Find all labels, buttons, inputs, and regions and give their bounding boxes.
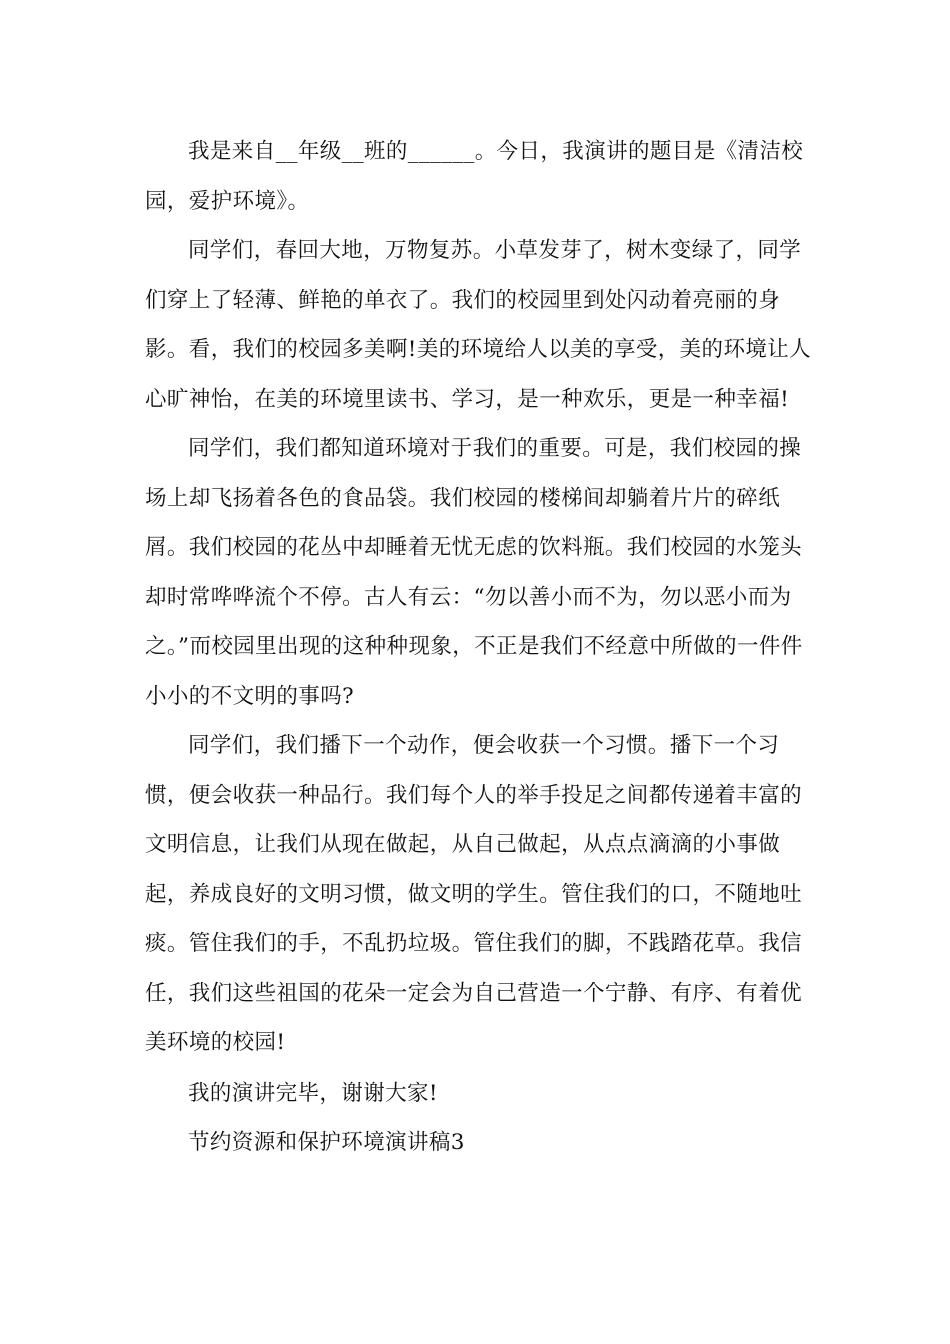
paragraph-intro: 我是来自__年级__班的______。今日，我演讲的题目是《清洁校园，爱护环境》。 [145, 139, 804, 214]
paragraph-closing: 我的演讲完毕，谢谢大家! [188, 1080, 438, 1106]
document-body [145, 127, 813, 1168]
paragraph-civilized-habits: 同学们，我们播下一个动作，便会收获一个习惯。播下一个习惯，便会收获一种品行。我们每个人的举手投足之间都传递着丰富的文明信息，让我们从现在做起，从自己做起，从点点滴滴的小事做起，养成良好的文明习惯，做文明的学生。管住我们的口，不随地吐痰。管住我们的手，不乱扔垃圾。管住我们的脚，不践踏花草。我信任，我们这些祖国的花朵一定会为自己营造一个宁静、有序、有着优美环境的校园! [145, 733, 803, 1055]
section-heading: 节约资源和保护环境演讲稿3 [188, 1130, 465, 1155]
paragraph-spring: 同学们，春回大地，万物复苏。小草发芽了，树木变绿了，同学们穿上了轻薄、鲜艳的单衣了。我们的校园里到处闪动着亮丽的身影。看，我们的校园多美啊!美的环境给人以美的享受，美的环境让人心旷神怡，在美的环境里读书、学习，是一种欢乐，更是一种幸福! [145, 238, 812, 412]
paragraph-environment-problems: 同学们，我们都知道环境对于我们的重要。可是，我们校园的操场上却飞扬着各色的食品袋。我们校园的楼梯间却躺着片片的碎纸屑。我们校园的花丛中却睡着无忧无虑的饮料瓶。我们校园的水笼头却时常哗哗流个不停。古人有云：“勿以善小而不为，勿以恶小而为之。”而校园里出现的这种种现象，不正是我们不经意中所做的一件件小小的不文明的事吗? [145, 436, 803, 709]
